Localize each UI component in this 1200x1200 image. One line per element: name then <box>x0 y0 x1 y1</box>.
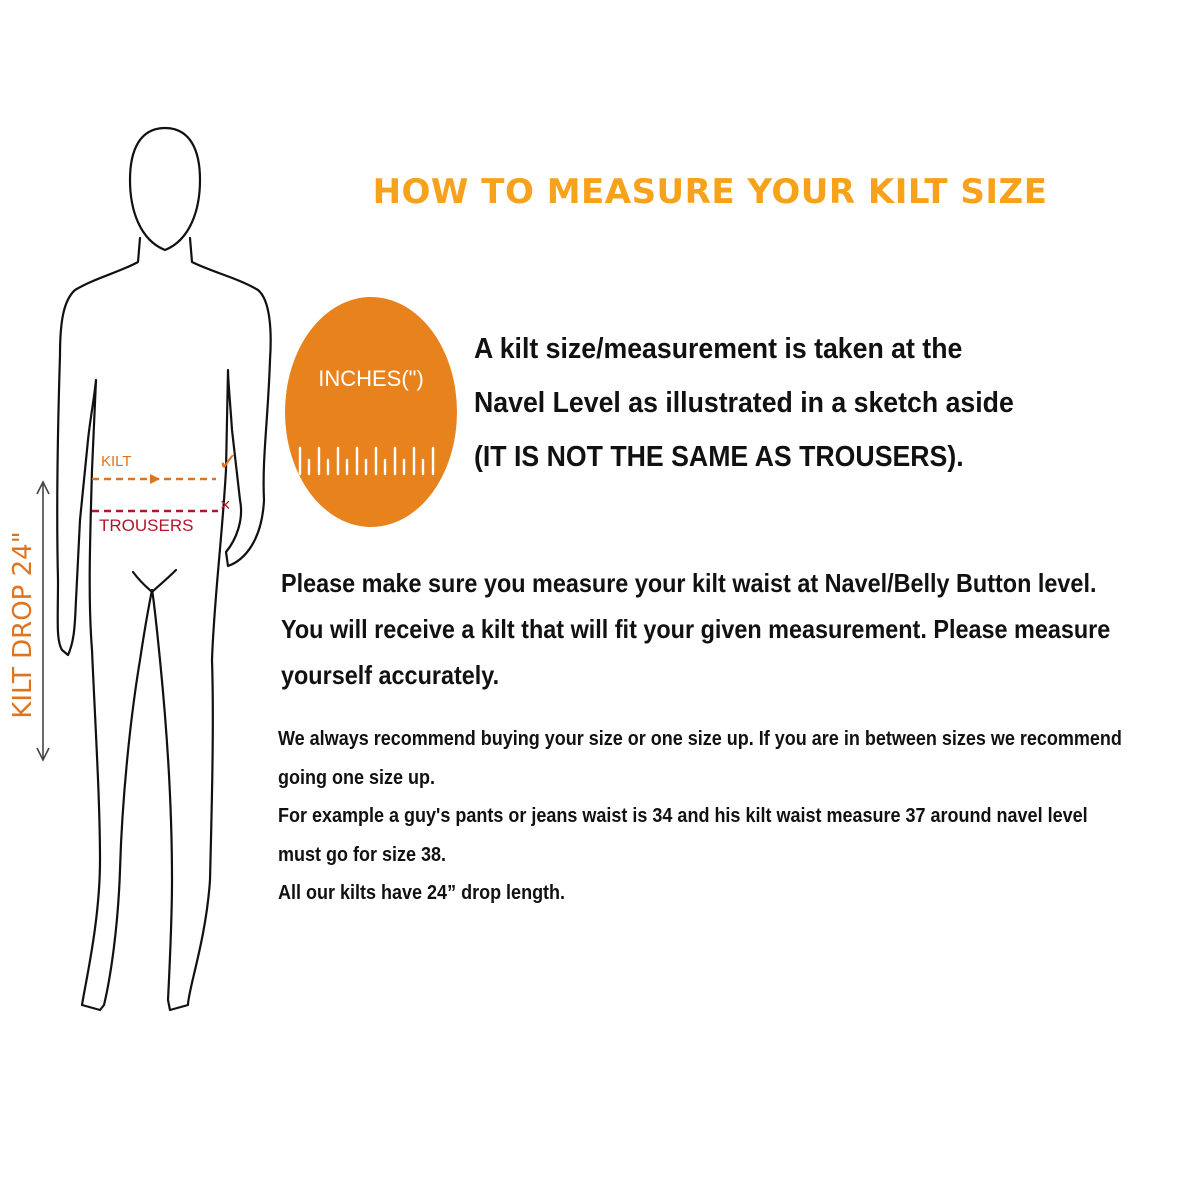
right-body-outline <box>152 238 271 1010</box>
check-mark-icon: ✓ <box>218 449 239 476</box>
intro-text <box>474 322 1118 484</box>
tip-line: All our kilts have 24” drop length. <box>278 882 566 904</box>
intro-line: A kilt size/measurement is taken at the <box>474 333 963 365</box>
notice-line: Please make sure you measure your kilt waist at Navel/Belly Button level. <box>281 568 1097 598</box>
kilt-drop-label: KILT DROP 24" <box>8 531 38 719</box>
page-title: HOW TO MEASURE YOUR KILT SIZE <box>372 172 1048 212</box>
inches-badge <box>285 297 457 527</box>
tip-line: We always recommend buying your size or one size up. If you are in between sizes we recommend <box>278 728 1122 750</box>
intro-line: Navel Level as illustrated in a sketch aside <box>474 387 1014 419</box>
kilt-label: KILT <box>101 453 132 470</box>
notice-text <box>281 560 1145 698</box>
tip-line: must go for size 38. <box>278 843 447 866</box>
left-body-outline <box>57 238 152 1010</box>
ruler-ticks-icon <box>285 430 457 480</box>
cross-mark-icon: × <box>220 495 231 515</box>
head-outline <box>130 128 200 250</box>
trousers-label: TROUSERS <box>99 516 194 535</box>
tip-line: For example a guy's pants or jeans waist is 34 and his kilt waist measure 37 around navel level <box>278 805 1088 827</box>
drop-arrow <box>37 482 49 760</box>
crotch-outline <box>133 570 176 592</box>
kilt-arrow-head <box>150 474 160 484</box>
recommendation-text <box>278 720 1178 913</box>
tip-line: going one size up. <box>278 766 436 789</box>
notice-line: You will receive a kilt that will fit your given measurement. Please measure <box>281 614 1111 644</box>
intro-line: (IT IS NOT THE SAME AS TROUSERS). <box>474 441 964 473</box>
inches-label: INCHES(") <box>318 366 424 391</box>
notice-line: yourself accurately. <box>281 660 500 690</box>
